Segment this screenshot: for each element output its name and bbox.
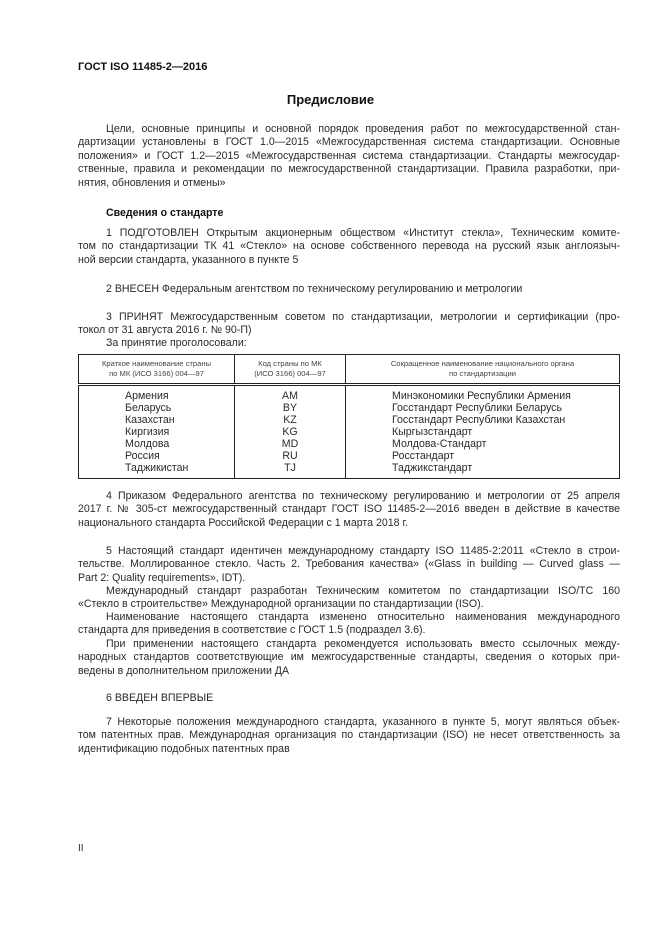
text-line: том по стандартизации ТК 41 «Стекло» на основе собственного перевода на русский язык англоязыч- (78, 240, 620, 253)
standards-body: Госстандарт Республики Казахстан (346, 414, 620, 426)
text-line: стандарта для приведения в соответствие с ГОСТ 1.5 (подраздел 3.6). (78, 624, 426, 637)
standards-body: Таджикстандарт (346, 462, 620, 479)
column-header-line: Код страны по МК (258, 359, 322, 368)
text-line: нятия, обновления и отмены» (78, 176, 226, 189)
item-3 (78, 311, 620, 338)
country-name: Беларусь (79, 402, 235, 414)
text-line: 1 ПОДГОТОВЛЕН Открытым акционерным обществом «Институт стекла», Техническим комите- (106, 227, 620, 239)
text-line: «Стекло в строительстве» Международной организации по стандартизации (ISO). (78, 598, 484, 611)
text-line: идентификацию подобных патентных прав (78, 742, 290, 755)
text-line: При применении настоящего стандарта рекомендуется использовать вместо ссылочных между- (106, 638, 620, 650)
country-name: Киргизия (79, 426, 235, 438)
column-header (79, 355, 235, 385)
item-5-name-change (78, 611, 620, 638)
text-line: 7 Некоторые положения международного стандарта, указанного в пункте 5, могут являться объек- (106, 716, 620, 728)
table-row (79, 426, 620, 438)
country-code: TJ (235, 462, 346, 479)
table-row (79, 450, 620, 462)
text-line: дартизации установлены в ГОСТ 1.0—2015 «Межгосударственная система стандартизации. Основные (78, 136, 620, 149)
text-line: Международный стандарт разработан Техническим комитетом по стандартизации ISO/TC 160 (106, 585, 620, 597)
text-line: том патентных прав. Международная организация по стандартизации (ISO) не несет ответственность за (78, 729, 620, 742)
text-line: 6 ВВЕДЕН ВПЕРВЫЕ (106, 692, 214, 704)
country-code: KG (235, 426, 346, 438)
text-line: тельстве. Моллированное стекло. Часть 2. Требования качества» («Glass in building — Curved glass — (78, 558, 620, 571)
standards-body: Молдова-Стандарт (346, 438, 620, 450)
page-number: II (78, 843, 84, 854)
text-line: народных стандартов соответствующие им межгосударственные стандарты, сведения о которых при- (78, 651, 620, 664)
item-7 (78, 716, 620, 756)
standards-body: Росстандарт (346, 450, 620, 462)
item-5-committee (78, 585, 620, 612)
column-header (346, 355, 620, 385)
table-row (79, 402, 620, 414)
text-line: токол от 31 августа 2016 г. № 90-П) (78, 324, 252, 337)
text-line: 2 ВНЕСЕН Федеральным агентством по техническому регулированию и метрологии (106, 283, 523, 295)
item-2 (78, 283, 620, 296)
document-header: ГОСТ ISO 11485-2—2016 (78, 61, 208, 73)
country-name: Армения (79, 385, 235, 403)
item-1 (78, 227, 620, 267)
country-code: MD (235, 438, 346, 450)
country-code: AM (235, 385, 346, 403)
text-line: положения» и ГОСТ 1.2—2015 «Межгосударственная система стандартизации. Стандарты межгосудар- (78, 149, 620, 162)
page-title: Предисловие (286, 92, 375, 107)
text-line: ной версии стандарта, указанного в пункте 5 (78, 253, 299, 266)
item-4 (78, 490, 620, 530)
country-name: Россия (79, 450, 235, 462)
text-line: 2017 г. № 305-ст межгосударственный стандарт ГОСТ ISO 11485-2—2016 введен в действие в качестве (78, 503, 620, 516)
column-header (235, 355, 346, 385)
country-code: BY (235, 402, 346, 414)
text-line: Цели, основные принципы и основной порядок проведения работ по межгосударственной стан- (106, 123, 620, 135)
country-name: Молдова (79, 438, 235, 450)
text-line: 4 Приказом Федерального агентства по техническому регулированию и метрологии от 25 апреля (106, 490, 620, 502)
text-line: 5 Настоящий стандарт идентичен международному стандарту ISO 11485-2:2011 «Стекло в строи- (106, 545, 620, 557)
text-line: 3 ПРИНЯТ Межгосударственным советом по стандартизации, метрологии и сертификации (про- (106, 311, 620, 323)
table-row (79, 385, 620, 403)
country-name: Таджикистан (79, 462, 235, 479)
column-header-line: (ИСО 3166) 004—97 (254, 369, 326, 378)
country-code: KZ (235, 414, 346, 426)
text-line: национального стандарта Российской Федерации с 1 марта 2018 г. (78, 516, 408, 529)
table-row (79, 438, 620, 450)
text-line: Наименование настоящего стандарта изменено относительно наименования международного (106, 611, 620, 623)
standards-body: Госстандарт Республики Беларусь (346, 402, 620, 414)
intro-paragraph (78, 123, 620, 190)
column-header-line: Сокращенное наименование национального органа (390, 359, 575, 368)
item-5 (78, 545, 620, 585)
item-5-references (78, 638, 620, 678)
table-row (79, 462, 620, 479)
voting-table (78, 354, 620, 479)
item-6 (78, 692, 620, 705)
column-header-line: по МК (ИСО 3166) 004—97 (109, 369, 204, 378)
section-title: Сведения о стандарте (106, 207, 224, 219)
column-header-line: по стандартизации (448, 369, 517, 378)
country-code: RU (235, 450, 346, 462)
standards-body: Минэкономики Республики Армения (346, 385, 620, 403)
text-line: ведены в дополнительном приложении ДА (78, 664, 290, 677)
standards-body: Кыргызстандарт (346, 426, 620, 438)
table-row (79, 414, 620, 426)
column-header-line: Краткое наименование страны (102, 359, 211, 368)
text-line: ственные, правила и рекомендации по межгосударственной стандартизации. Правила разработки, при- (78, 163, 620, 176)
text-line: Part 2: Quality requirements», IDT). (78, 571, 246, 584)
voted-label: За принятие проголосовали: (106, 337, 247, 349)
country-name: Казахстан (79, 414, 235, 426)
